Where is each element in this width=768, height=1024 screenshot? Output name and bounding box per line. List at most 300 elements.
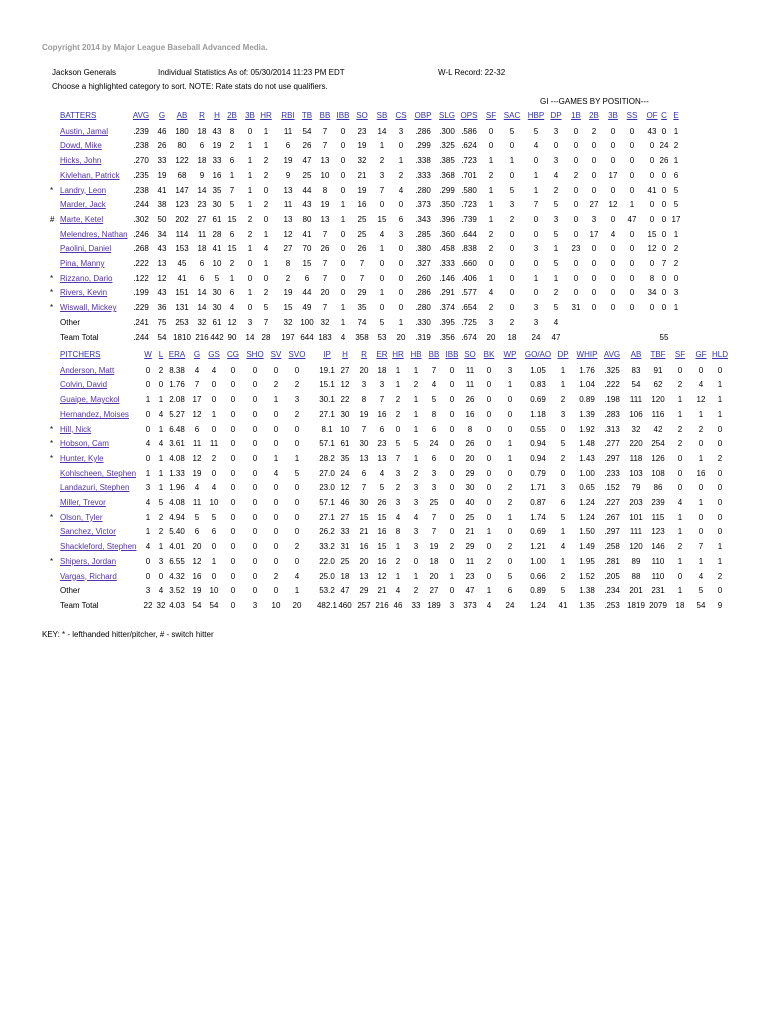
pitching-sort-so[interactable]: SO: [464, 350, 476, 359]
batting-cell-avg: .199: [133, 288, 149, 298]
batting-cell-sb: 0: [379, 200, 385, 210]
pitching-cell-l: 0: [158, 380, 164, 390]
pitching-sort-er[interactable]: ER: [376, 350, 388, 359]
pitching-sort-sf[interactable]: SF: [674, 350, 686, 359]
batting-cell-hbp: 0: [533, 156, 539, 166]
pitching-sort-h[interactable]: H: [342, 350, 348, 359]
batting-cell-sf: 2: [488, 170, 494, 180]
pitching-cell-w: 1: [145, 395, 151, 405]
batting-sort-c[interactable]: C: [661, 111, 667, 120]
batting-sort-ops[interactable]: OPS: [460, 111, 478, 120]
batting-cell-tb: 70: [302, 244, 312, 254]
batting-cell-1b: 0: [573, 288, 579, 298]
as-of-date: Individual Statistics As of: 05/30/2014 11:23 PM EDT: [158, 68, 345, 77]
pitching-cell-dp: 2: [560, 395, 566, 405]
batting-sort-tb[interactable]: TB: [301, 111, 313, 120]
pitching-cell-hld: 0: [717, 527, 723, 537]
batting-sort-hbp[interactable]: HBP: [527, 111, 545, 120]
pitching-sort-ab[interactable]: AB: [630, 350, 642, 359]
pitching-sort-era[interactable]: ERA: [168, 350, 186, 359]
player-link[interactable]: Landry, Leon: [60, 185, 107, 195]
pitching-cell-w: 0: [145, 571, 151, 581]
pitching-row: [0, 557, 768, 569]
player-link[interactable]: Kivlehan, Patrick: [60, 170, 120, 180]
pitching-cell-ab: 1819: [627, 600, 645, 610]
batting-sort-ibb[interactable]: IBB: [336, 111, 350, 120]
player-link[interactable]: Guaipe, Mayckol: [60, 395, 120, 405]
batting-cell-2b: 1: [229, 273, 235, 283]
player-link[interactable]: Rivers, Kevin: [60, 288, 108, 298]
pitching-cell-whip: 1.24: [579, 498, 595, 507]
batting-cell-r: 23: [197, 200, 207, 210]
batting-sort-hr[interactable]: HR: [260, 111, 272, 120]
batting-sort-of[interactable]: OF: [646, 111, 658, 120]
batting-cell-sac: 18: [507, 332, 517, 342]
batting-sort-avg[interactable]: AVG: [132, 111, 150, 120]
batting-cell-ibb: 0: [340, 244, 346, 254]
batting-cell-3b: 0: [610, 141, 616, 151]
batting-sort-cs[interactable]: CS: [395, 111, 407, 120]
batting-cell-so: 7: [359, 273, 365, 283]
batting-cell-sac: 3: [509, 200, 515, 210]
pitching-cell-sv: 0: [273, 424, 279, 434]
batting-cell-ab: 253: [175, 317, 189, 327]
handedness-marker: *: [50, 185, 54, 195]
pitching-sort-whip[interactable]: WHIP: [576, 350, 598, 359]
pitching-cell-r: 13: [359, 453, 369, 463]
batting-cell-of: 8: [649, 273, 655, 283]
pitching-cell-whip: 1.52: [579, 571, 595, 581]
batting-row: [0, 333, 768, 345]
pitching-sort-tbf[interactable]: TBF: [650, 350, 666, 359]
player-link[interactable]: Hobson, Cam: [60, 439, 109, 449]
batting-cell-h: 30: [212, 288, 222, 298]
pitching-cell-avg: .233: [604, 468, 620, 478]
player-link[interactable]: Anderson, Matt: [60, 365, 115, 375]
pitching-cell-h: 18: [340, 571, 350, 581]
batting-cell-h: 10: [212, 259, 222, 268]
batting-cell-slg: .333: [439, 259, 455, 268]
batting-cell-hbp: 0: [533, 288, 539, 298]
pitching-row: [0, 469, 768, 481]
batting-cell-so: 16: [357, 200, 367, 210]
pitching-cell-cg: 0: [230, 453, 236, 463]
pitching-cell-so: 20: [465, 453, 475, 463]
batting-cell-c: 0: [661, 273, 667, 283]
batting-cell-ab: 122: [175, 156, 189, 166]
batting-cell-bb: 7: [322, 303, 328, 313]
batting-cell-slg: .374: [439, 303, 455, 313]
batting-cell-sf: 2: [488, 303, 494, 313]
player-link[interactable]: Melendres, Nathan: [60, 229, 128, 239]
batting-row: [0, 303, 768, 315]
pitching-cell-sho: 0: [252, 453, 258, 463]
pitching-cell-goao: 0.87: [530, 498, 546, 507]
pitching-sort-cg[interactable]: CG: [227, 350, 239, 359]
pitching-cell-tbf: 239: [651, 498, 665, 507]
batting-cell-3b: 12: [608, 200, 618, 210]
pitching-sort-hr[interactable]: HR: [392, 350, 404, 359]
pitching-sort-gs[interactable]: GS: [208, 350, 220, 359]
batting-sort-3b[interactable]: 3B: [245, 111, 255, 120]
pitching-sort-ip[interactable]: IP: [323, 350, 331, 359]
pitching-sort-wp[interactable]: WP: [503, 350, 517, 359]
pitching-sort-bb[interactable]: BB: [428, 350, 440, 359]
batting-cell-hbp: 3: [533, 244, 539, 254]
batting-sort-r[interactable]: R: [199, 111, 205, 120]
pitching-cell-bk: 0: [486, 468, 492, 478]
pitching-cell-era: 5.27: [169, 409, 185, 419]
batting-cell-of: 34: [647, 288, 657, 298]
pitching-cell-so: 21: [465, 527, 475, 537]
pitching-cell-cg: 0: [230, 365, 236, 375]
batting-cell-so: 32: [357, 156, 367, 166]
pitching-cell-whip: 1.39: [579, 409, 595, 419]
batting-cell-sf: 1: [488, 200, 494, 210]
batting-cell-so: 19: [357, 141, 367, 151]
player-link[interactable]: Hernandez, Moises: [60, 409, 129, 419]
pitching-cell-hld: 0: [717, 512, 723, 522]
batting-cell-ab: 202: [175, 214, 189, 224]
batting-cell-bb: 13: [320, 214, 330, 224]
player-link[interactable]: Shipers, Jordan: [60, 556, 117, 566]
player-link[interactable]: Miller, Trevor: [60, 498, 106, 507]
batting-sort-obp[interactable]: OBP: [414, 111, 432, 120]
batting-cell-cs: 0: [398, 259, 404, 268]
pitching-row: [0, 586, 768, 598]
pitching-cell-ab: 120: [629, 542, 643, 552]
player-link[interactable]: Dowd, Mike: [60, 141, 102, 151]
batting-sort-sac[interactable]: SAC: [503, 111, 521, 120]
pitching-cell-gs: 4: [211, 365, 217, 375]
pitching-cell-tbf: 116: [651, 409, 665, 419]
player-link[interactable]: Hill, Nick: [60, 424, 92, 434]
pitching-cell-sf: 1: [677, 527, 683, 537]
pitching-cell-wp: 0: [507, 468, 513, 478]
player-link[interactable]: Sanchez, Victor: [60, 527, 116, 537]
batting-cell-h: 16: [212, 170, 222, 180]
pitching-cell-sf: 1: [677, 409, 683, 419]
pitching-cell-ibb: 3: [449, 600, 455, 610]
batting-sort-g[interactable]: G: [158, 111, 166, 120]
pitching-cell-wp: 1: [507, 453, 513, 463]
batting-cell-3b: 1: [247, 244, 253, 254]
batting-cell-sb: 1: [379, 244, 385, 254]
batting-cell-r: 18: [197, 244, 207, 254]
batting-sort-2b[interactable]: 2B: [589, 111, 599, 120]
pitching-cell-svo: 0: [294, 512, 300, 522]
pitching-row: [0, 410, 768, 422]
batting-cell-3b: 0: [610, 126, 616, 136]
pitching-sort-hld[interactable]: HLD: [711, 350, 729, 359]
batting-cell-h: 41: [212, 244, 222, 254]
pitching-cell-svo: 2: [294, 380, 300, 390]
batting-sort-ab[interactable]: AB: [176, 111, 188, 120]
pitching-cell-ibb: 0: [449, 439, 455, 449]
pitching-cell-svo: 3: [294, 395, 300, 405]
pitching-cell-sho: 3: [252, 600, 258, 610]
copyright-notice: Copyright 2014 by Major League Baseball Advanced Media.: [42, 43, 268, 52]
batting-cell-sac: 2: [509, 214, 515, 224]
batting-cell-avg: .122: [133, 273, 149, 283]
batting-sort-rbi[interactable]: RBI: [281, 111, 295, 120]
pitching-cell-r: 15: [359, 512, 369, 522]
pitching-sort-sv[interactable]: SV: [270, 350, 282, 359]
pitching-cell-wp: 2: [507, 542, 513, 552]
player-link[interactable]: Kohlscheen, Stephen: [60, 468, 137, 478]
pitching-cell-w: 1: [145, 512, 151, 522]
batting-cell-1b: 0: [573, 200, 579, 210]
pitching-cell-so: 30: [465, 483, 475, 493]
player-link[interactable]: Pina, Manny: [60, 259, 105, 268]
batting-cell-ops: .723: [461, 200, 477, 210]
player-link[interactable]: Olson, Tyler: [60, 512, 103, 522]
pitching-cell-gf: 4: [698, 571, 704, 581]
pitching-cell-avg: .277: [604, 439, 620, 449]
batting-header-row: [0, 111, 768, 123]
batting-cell-hbp: 1: [533, 273, 539, 283]
batting-sort-3b[interactable]: 3B: [608, 111, 618, 120]
player-link[interactable]: Austin, Jamal: [60, 126, 109, 136]
batting-cell-so: 358: [355, 332, 369, 342]
pitching-cell-wp: 24: [505, 600, 515, 610]
pitching-cell-tbf: 2079: [649, 600, 667, 610]
batting-row: [0, 156, 768, 168]
batting-cell-rbi: 6: [285, 141, 291, 151]
batting-sort-batters[interactable]: BATTERS: [60, 111, 97, 120]
batting-sort-slg[interactable]: SLG: [438, 111, 456, 120]
pitching-cell-bk: 0: [486, 365, 492, 375]
pitching-cell-hr: 46: [393, 600, 403, 610]
pitching-cell-hb: 2: [413, 380, 419, 390]
pitching-cell-dp: 41: [558, 600, 568, 610]
batting-cell-hbp: 4: [533, 141, 539, 151]
pitching-cell-ip: 27.0: [319, 468, 335, 478]
batting-row: [0, 171, 768, 183]
pitching-sort-hb[interactable]: HB: [410, 350, 422, 359]
pitching-sort-l[interactable]: L: [158, 350, 164, 359]
pitching-cell-dp: 0: [560, 468, 566, 478]
summary-label: Team Total: [60, 332, 99, 342]
pitching-cell-goao: 0.79: [530, 468, 546, 478]
batting-cell-2b: 27: [589, 200, 599, 210]
pitching-cell-hb: 3: [413, 483, 419, 493]
pitching-cell-hr: 1: [395, 542, 401, 552]
pitching-cell-cg: 0: [230, 483, 236, 493]
batting-cell-bb: 32: [320, 317, 330, 327]
batting-cell-hr: 5: [263, 303, 269, 313]
batting-row: [0, 274, 768, 286]
player-link[interactable]: Paolini, Daniel: [60, 244, 112, 254]
summary-label: Other: [60, 317, 81, 327]
batting-cell-e: 2: [673, 259, 679, 268]
pitching-cell-hld: 2: [717, 571, 723, 581]
batting-sort-2b[interactable]: 2B: [227, 111, 237, 120]
batting-cell-hr: 1: [263, 229, 269, 239]
batting-cell-so: 74: [357, 317, 367, 327]
batting-cell-3b: 0: [610, 273, 616, 283]
batting-cell-cs: 1: [398, 317, 404, 327]
batting-cell-ibb: 0: [340, 170, 346, 180]
pitching-cell-h: 31: [340, 542, 350, 552]
pitching-cell-w: 0: [145, 365, 151, 375]
pitching-cell-r: 13: [359, 571, 369, 581]
batting-cell-2b: 1: [229, 170, 235, 180]
pitching-cell-r: 21: [359, 527, 369, 537]
pitching-cell-era: 4.01: [169, 542, 185, 552]
pitching-cell-era: 4.08: [169, 453, 185, 463]
batting-cell-c: 0: [661, 170, 667, 180]
player-link[interactable]: Hicks, John: [60, 156, 102, 166]
pitching-cell-goao: 1.00: [530, 556, 546, 566]
pitching-cell-goao: 0.69: [530, 527, 546, 537]
pitching-sort-gf[interactable]: GF: [695, 350, 707, 359]
batting-sort-dp[interactable]: DP: [550, 111, 562, 120]
pitching-sort-svo[interactable]: SVO: [288, 350, 306, 359]
pitching-cell-dp: 6: [560, 498, 566, 507]
pitching-cell-gs: 4: [211, 483, 217, 493]
batting-cell-of: 15: [647, 229, 657, 239]
player-link[interactable]: Marder, Jack: [60, 200, 106, 210]
pitching-cell-bb: 5: [431, 395, 437, 405]
batting-cell-ops: .701: [461, 170, 477, 180]
pitching-sort-w[interactable]: W: [144, 350, 152, 359]
player-link[interactable]: Landazuri, Stephen: [60, 483, 130, 493]
batting-cell-3b: 0: [610, 185, 616, 195]
pitching-cell-svo: 0: [294, 527, 300, 537]
batting-cell-sf: 0: [488, 259, 494, 268]
pitching-sort-g[interactable]: G: [193, 350, 201, 359]
batting-cell-so: 25: [357, 214, 367, 224]
pitching-cell-hb: 3: [413, 542, 419, 552]
batting-cell-hbp: 0: [533, 259, 539, 268]
pitching-cell-ab: 79: [631, 483, 641, 493]
batting-cell-ibb: 0: [340, 229, 346, 239]
batting-cell-ibb: 1: [340, 214, 346, 224]
batting-sort-ss[interactable]: SS: [626, 111, 638, 120]
player-link[interactable]: Rizzano, Dario: [60, 273, 113, 283]
pitching-cell-l: 2: [158, 512, 164, 522]
pitching-cell-sf: 0: [677, 483, 683, 493]
pitching-cell-wp: 0: [507, 424, 513, 434]
pitching-cell-so: 29: [465, 468, 475, 478]
pitching-cell-sv: 2: [273, 571, 279, 581]
batting-cell-3b: 1: [247, 170, 253, 180]
batting-cell-dp: 5: [553, 303, 559, 313]
batting-cell-rbi: 13: [283, 185, 293, 195]
batting-cell-3b: 0: [247, 303, 253, 313]
batting-cell-e: 1: [673, 229, 679, 239]
batting-cell-2b: 6: [229, 288, 235, 298]
pitching-sort-goao[interactable]: GO/AO: [524, 350, 552, 359]
pitching-cell-whip: 0.65: [579, 483, 595, 493]
legend-key: KEY: * - lefthanded hitter/pitcher, # - switch hitter: [42, 630, 214, 639]
pitching-cell-ip: 27.1: [319, 409, 335, 419]
pitching-cell-r: 20: [359, 556, 369, 566]
pitching-row: [0, 380, 768, 392]
batting-cell-r: 11: [197, 229, 207, 239]
pitching-cell-era: 4.03: [169, 600, 185, 610]
batting-cell-obp: .260: [415, 273, 431, 283]
batting-cell-rbi: 197: [281, 332, 295, 342]
pitching-cell-bb: 189: [427, 600, 441, 610]
pitching-cell-hr: 2: [395, 483, 401, 493]
pitching-cell-g: 16: [192, 571, 202, 581]
batting-cell-g: 54: [157, 332, 167, 342]
pitching-cell-h: 47: [340, 586, 350, 596]
player-link[interactable]: Colvin, David: [60, 380, 108, 390]
pitching-cell-h: 46: [340, 498, 350, 507]
pitching-sort-dp[interactable]: DP: [557, 350, 569, 359]
batting-sort-sf[interactable]: SF: [485, 111, 497, 120]
pitching-cell-tbf: 108: [651, 468, 665, 478]
batting-sort-sb[interactable]: SB: [376, 111, 388, 120]
pitching-cell-tbf: 110: [651, 556, 665, 566]
pitching-cell-l: 4: [158, 586, 164, 596]
batting-cell-ibb: 0: [340, 273, 346, 283]
pitching-cell-cg: 0: [230, 586, 236, 596]
batting-sort-so[interactable]: SO: [356, 111, 368, 120]
batting-sort-1b[interactable]: 1B: [571, 111, 581, 120]
batting-cell-avg: .244: [133, 200, 149, 210]
batting-sort-bb[interactable]: BB: [319, 111, 331, 120]
batting-cell-hr: 7: [263, 317, 269, 327]
pitching-cell-sho: 0: [252, 365, 258, 375]
batting-row: [0, 318, 768, 330]
pitching-cell-cg: 0: [230, 439, 236, 449]
batting-cell-ibb: 4: [340, 332, 346, 342]
pitching-cell-so: 16: [465, 409, 475, 419]
pitching-sort-bk[interactable]: BK: [483, 350, 495, 359]
pitching-cell-er: 12: [377, 571, 387, 581]
batting-sort-e[interactable]: E: [673, 111, 679, 120]
pitching-cell-dp: 3: [560, 409, 566, 419]
pitching-cell-h: 10: [340, 424, 350, 434]
batting-cell-2b: 0: [591, 259, 597, 268]
batting-cell-3b: 4: [610, 229, 616, 239]
batting-sort-h[interactable]: H: [214, 111, 220, 120]
pitching-sort-ibb[interactable]: IBB: [445, 350, 459, 359]
pitching-sort-sho[interactable]: SHO: [246, 350, 264, 359]
pitching-cell-whip: 1.24: [579, 512, 595, 522]
batting-cell-avg: .238: [133, 141, 149, 151]
pitching-cell-l: 5: [158, 498, 164, 507]
pitching-sort-pitchers[interactable]: PITCHERS: [60, 350, 101, 359]
player-link[interactable]: Shackleford, Stephen: [60, 542, 137, 552]
batting-cell-3b: 2: [247, 214, 253, 224]
pitching-sort-r[interactable]: R: [361, 350, 367, 359]
batting-cell-slg: .299: [439, 185, 455, 195]
pitching-sort-avg[interactable]: AVG: [603, 350, 621, 359]
batting-cell-ibb: 0: [340, 288, 346, 298]
pitching-cell-wp: 0: [507, 409, 513, 419]
batting-cell-hbp: 1: [533, 170, 539, 180]
batting-cell-dp: 3: [553, 156, 559, 166]
batting-cell-rbi: 11: [283, 126, 293, 136]
batting-cell-rbi: 19: [283, 156, 293, 166]
pitching-cell-era: 3.52: [169, 586, 185, 596]
batting-cell-rbi: 8: [285, 259, 291, 268]
pitching-cell-gf: 16: [696, 468, 706, 478]
batting-cell-slg: .325: [439, 141, 455, 151]
pitching-cell-hr: 7: [395, 453, 401, 463]
player-link[interactable]: Marte, Ketel: [60, 214, 104, 224]
player-link[interactable]: Vargas, Richard: [60, 571, 117, 581]
batting-cell-ab: 80: [177, 141, 187, 151]
player-link[interactable]: Wiswall, Mickey: [60, 303, 117, 313]
pitching-cell-goao: 0.55: [530, 424, 546, 434]
player-link[interactable]: Hunter, Kyle: [60, 453, 104, 463]
